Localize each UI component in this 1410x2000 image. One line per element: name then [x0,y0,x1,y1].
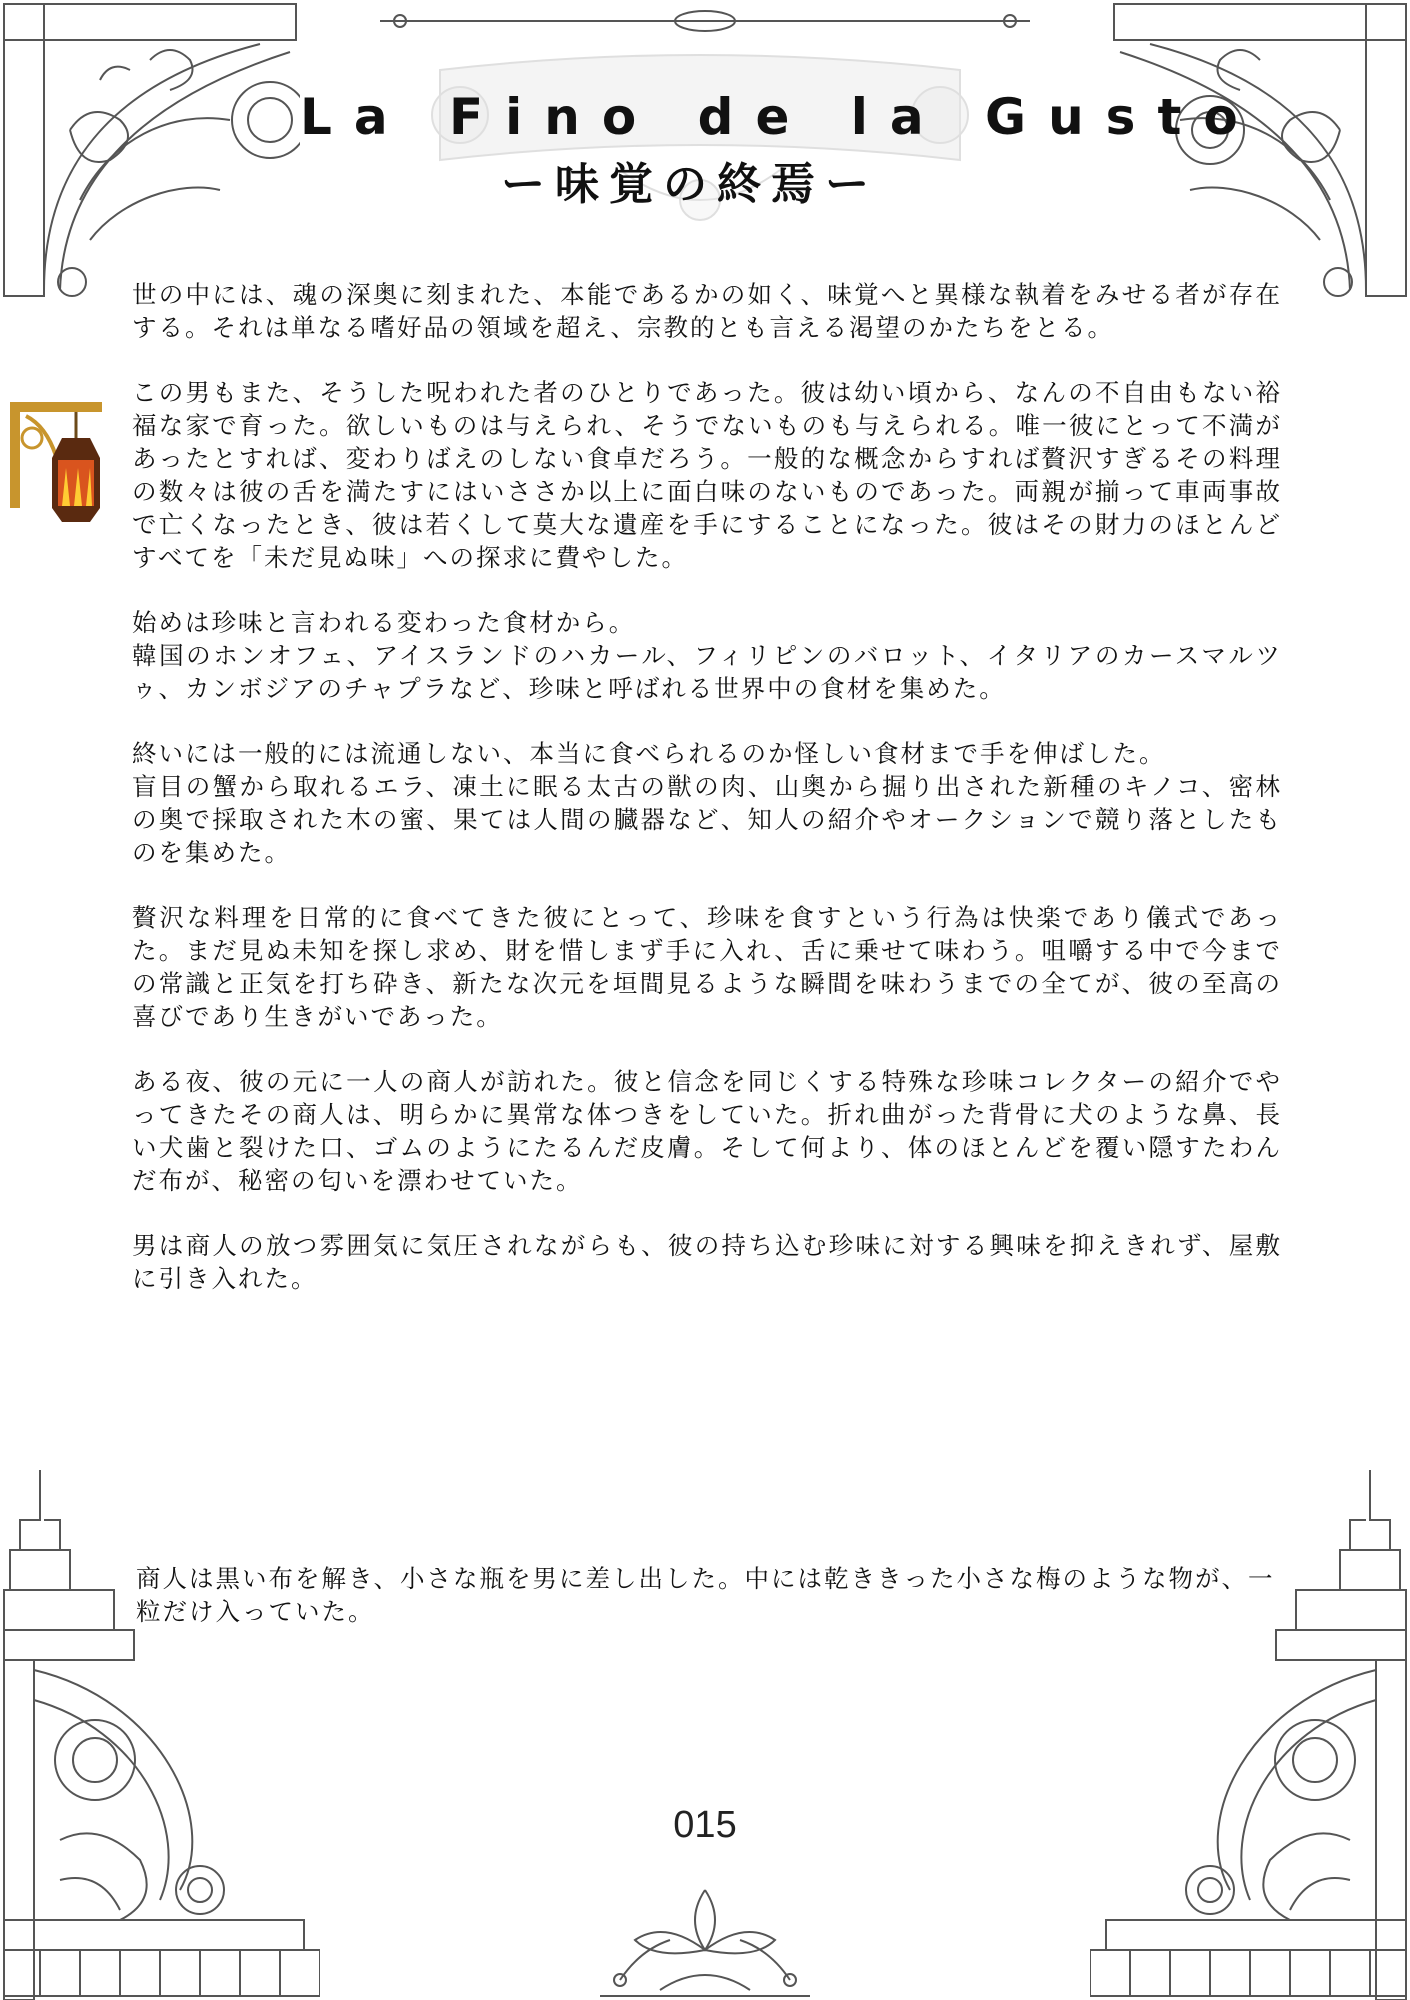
paragraph [132,737,1282,869]
paragraph [132,278,1282,344]
story-body [132,278,1282,1327]
page-title: La Fino de la Gusto [300,88,1260,146]
paragraph-line: 世の中には、魂の深奥に刻まれた、本能であるかの如く、味覚へと異様な執着をみせる者が存在する。それは単なる嗜好品の領域を超え、宗教的とも言える渇望のかたちをとる。 [132,280,1282,342]
paragraph-line: 終いには一般的には流通しない、本当に食べられるのか怪しい食材まで手を伸ばした。 [132,739,1166,768]
corner-ornament-top-right [1110,0,1410,300]
paragraph [132,1065,1282,1197]
corner-ornament-bottom-right [1090,1460,1410,2000]
corner-ornament-bottom-left [0,1460,320,2000]
page-subtitle: ー味覚の終焉ー [501,159,879,210]
paragraph [132,376,1282,574]
corner-ornament-top-left [0,0,300,300]
paragraph-line: 贅沢な料理を日常的に食べてきた彼にとって、珍味を食すという行為は快楽であり儀式であった。まだ見ぬ未知を探し求め、財を惜しまず手に入れ、舌に乗せて味わう。咀嚼する中で今までの常識と正気を打ち砕き、新たな次元を垣間見るような瞬間を味わうまでの全てが、彼の至高の喜びであり生きがいであった。 [132,903,1282,1031]
paragraph-line: ある夜、彼の元に一人の商人が訪れた。彼と信念を同じくする特殊な珍味コレクターの紹介でやってきたその商人は、明らかに異常な体つきをしていた。折れ曲がった背骨に犬のような鼻、長い犬歯と裂けた口、ゴムのようにたるんだ皮膚。そして何より、体のほとんどを覆い隠すたわんだ布が、秘密の匂いを漂わせていた。 [132,1067,1282,1195]
paragraph-line: 男は商人の放つ雰囲気に気圧されながらも、彼の持ち込む珍味に対する興味を抑えきれず、屋敷に引き入れた。 [132,1231,1282,1293]
paragraph [132,1229,1282,1295]
paragraph-line: この男もまた、そうした呪われた者のひとりであった。彼は幼い頃から、なんの不自由もない裕福な家で育った。欲しいものは与えられ、そうでないものも与えられる。唯一彼にとって不満があったとすれば、変わりばえのしない食卓だろう。一般的な概念からすれば贅沢すぎるその料理の数々は彼の舌を満たすにはいささか以上に面白味のないものであった。両親が揃って車両事故で亡くなったとき、彼は若くして莫大な遺産を手にすることになった。彼はその財力のほとんどすべてを「未だ見ぬ味」への探求に費やした。 [132,378,1282,572]
page-number: 015 [673,1804,737,1846]
paragraph-line: 韓国のホンオフェ、アイスランドのハカール、フィリピンのバロット、イタリアのカースマルツゥ、カンボジアのチャプラなど、珍味と呼ばれる世界中の食材を集めた。 [132,641,1282,703]
fleur-de-lis-icon [600,1880,810,2000]
paragraph-line: 盲目の蟹から取れるエラ、凍土に眠る太古の獣の肉、山奥から掘り出された新種のキノコ、密林の奥で採取された木の蜜、果ては人間の臓器など、知人の紹介やオークションで競り落としたものを集めた。 [132,772,1282,867]
paragraph-lower: 商人は黒い布を解き、小さな瓶を男に差し出した。中には乾ききった小さな梅のような物が、一粒だけ入っていた。 [136,1564,1275,1626]
hanging-lantern-icon [6,398,106,532]
paragraph [132,901,1282,1033]
paragraph-line: 始めは珍味と言われる変わった食材から。 [132,608,636,637]
paragraph [132,606,1282,705]
